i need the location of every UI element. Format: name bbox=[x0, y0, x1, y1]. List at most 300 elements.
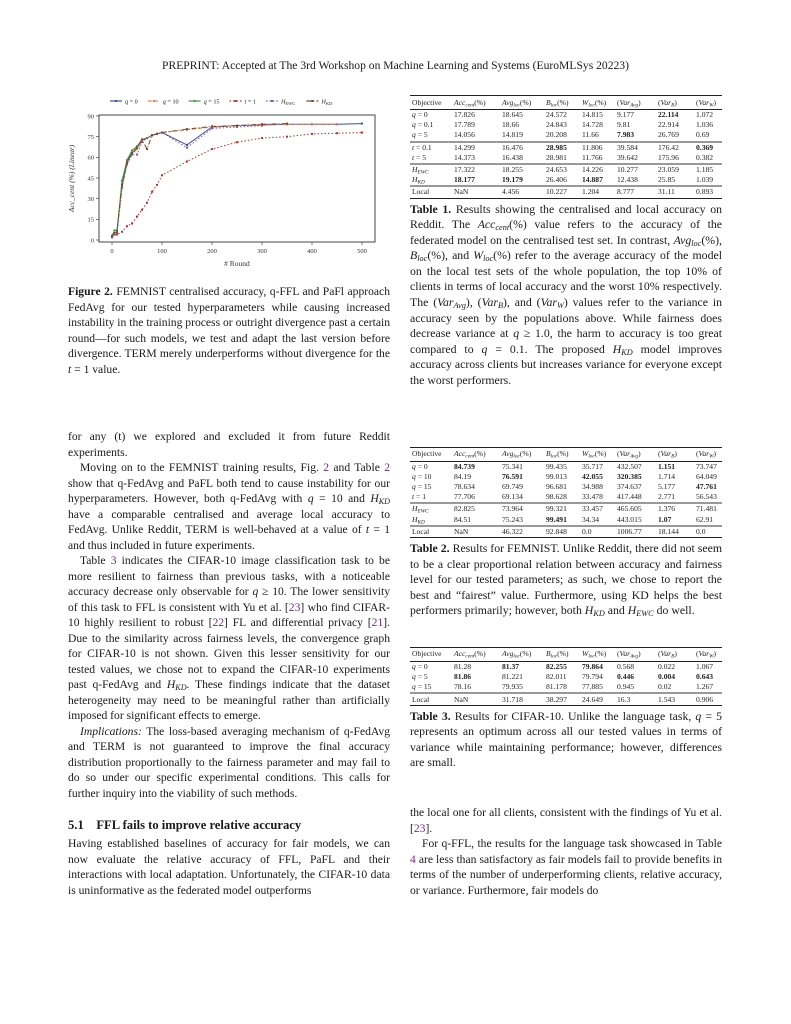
results-table-3 bbox=[410, 647, 722, 706]
table-cell: 0.382 bbox=[696, 152, 714, 162]
paragraph: the local one for all clients, consistent with the findings of Yu et al. [23]. bbox=[410, 806, 722, 835]
table-cell: 17.322 bbox=[452, 164, 500, 175]
math-symbol: $H_{KD}$ bbox=[166, 678, 187, 693]
math-symbol: Avg$_{loc}$ bbox=[502, 97, 520, 108]
bold-text: Table 2. bbox=[410, 540, 450, 555]
math-symbol: Var$_W$ bbox=[698, 97, 714, 108]
data-point bbox=[131, 149, 133, 151]
right-column bbox=[410, 95, 722, 898]
data-point bbox=[126, 162, 128, 164]
math-symbol: q bbox=[481, 341, 488, 356]
table-cell: 79.935 bbox=[502, 682, 523, 692]
table-cell: 17.826 bbox=[454, 110, 475, 120]
table-cell: 34.988 bbox=[582, 482, 603, 492]
table-cell: 1.267 bbox=[696, 682, 714, 692]
data-point bbox=[261, 123, 263, 125]
table-cell: 14.819 bbox=[502, 130, 523, 140]
data-point bbox=[126, 159, 128, 161]
table-cell: 8.777 bbox=[615, 186, 656, 198]
reference-link[interactable]: 22 bbox=[212, 616, 225, 629]
data-point bbox=[211, 148, 213, 150]
row-label: Local bbox=[410, 693, 452, 705]
table-cell: 20.208 bbox=[546, 130, 567, 140]
table-cell bbox=[452, 461, 500, 472]
table-cell: 0.945 bbox=[617, 682, 635, 692]
table-cell bbox=[452, 672, 500, 682]
data-point bbox=[146, 202, 148, 204]
bold-text: Figure 2. bbox=[68, 285, 113, 298]
data-point bbox=[186, 160, 188, 162]
table-cell: 14.373 bbox=[454, 152, 475, 162]
row-label: t = 0.1 bbox=[410, 142, 452, 153]
bold-text: 1.151 bbox=[658, 461, 676, 471]
math-symbol: Acc$_{cent}$ bbox=[477, 217, 510, 233]
math-symbol: q bbox=[695, 708, 702, 723]
bold-text: 0.004 bbox=[658, 672, 676, 682]
reference-link[interactable]: 23 bbox=[288, 600, 301, 614]
math-symbol: $W_{loc}$ bbox=[582, 649, 595, 660]
table-cell: 99.321 bbox=[544, 503, 580, 514]
table-cell: 82.011 bbox=[546, 672, 567, 682]
math-symbol: Var$_{Avg}$ bbox=[619, 649, 639, 660]
x-tick-label: 0 bbox=[110, 248, 114, 255]
data-point bbox=[131, 152, 133, 154]
column-header: (Var$_{Avg}$) bbox=[615, 96, 656, 110]
reference-link[interactable]: 2 bbox=[384, 461, 390, 474]
table-cell: 99.435 bbox=[546, 461, 567, 471]
table-cell: 99.013 bbox=[546, 471, 567, 481]
math-symbol: Avg$_{loc}$ bbox=[502, 449, 520, 460]
table-row bbox=[410, 682, 722, 693]
table-row bbox=[410, 526, 722, 538]
table-cell: NaN bbox=[452, 186, 500, 198]
table-cell bbox=[656, 110, 694, 121]
table-row bbox=[410, 153, 722, 164]
legend-label: $H_{EWC}$ bbox=[280, 98, 296, 106]
table-cell: 16.3 bbox=[615, 693, 656, 705]
table-cell bbox=[694, 142, 722, 153]
column-header: Avg$_{loc}$(%) bbox=[500, 96, 544, 110]
row-label: q = 15 bbox=[412, 482, 432, 492]
bold-text: 47.761 bbox=[696, 482, 717, 492]
math-symbol: $W_{loc}$ bbox=[582, 97, 595, 108]
results-table-1 bbox=[410, 95, 722, 199]
math-symbol: q bbox=[412, 672, 416, 682]
table-cell: 77.706 bbox=[454, 492, 475, 502]
table-row bbox=[410, 503, 722, 514]
column-header: Objective bbox=[410, 96, 452, 110]
table-cell bbox=[500, 472, 544, 482]
table-cell: 16.438 bbox=[502, 152, 523, 162]
math-symbol: q bbox=[307, 492, 314, 505]
data-point bbox=[146, 137, 148, 139]
table-cell bbox=[656, 672, 694, 682]
column-header: Objective bbox=[410, 447, 452, 461]
table-cell: 1.072 bbox=[696, 110, 714, 120]
x-tick-label: 200 bbox=[207, 248, 217, 255]
data-point bbox=[336, 123, 338, 125]
table-cell: 0.906 bbox=[694, 693, 722, 705]
column-header: (Var$_B$) bbox=[656, 96, 694, 110]
figure-2-chart bbox=[60, 90, 382, 270]
reference-link[interactable]: 23 bbox=[413, 821, 426, 835]
table-header-row bbox=[410, 96, 722, 110]
table-cell: 69.749 bbox=[502, 482, 523, 492]
table-cell: 1.714 bbox=[658, 471, 676, 481]
math-symbol: Var$_B$ bbox=[481, 295, 503, 311]
row-label: Local bbox=[410, 526, 452, 538]
table-cell: 33.478 bbox=[582, 492, 603, 502]
column-header: Avg$_{loc}$(%) bbox=[500, 647, 544, 661]
table-cell: 175.96 bbox=[658, 152, 679, 162]
table-cell: 73.964 bbox=[500, 503, 544, 514]
figure-2-caption: Figure 2. FEMNIST centralised accuracy, q-FFL and PaFl approach FedAvg for our tested hyperparameters while causing increased instability in the training process or outright divergence past a certain round—for such models, we test and adapt the last version before divergence. TERM merely underperforms without divergence for the t = 1 value. bbox=[68, 285, 390, 376]
column-header: (Var$_{Avg}$) bbox=[615, 647, 656, 661]
table-cell: 25.85 bbox=[658, 175, 676, 185]
math-symbol: $H_{KD}$ bbox=[412, 514, 425, 525]
reference-link[interactable]: 3 bbox=[110, 554, 117, 567]
table-2-caption: Table 2. Results for FEMNIST. Unlike Reddit, there did not seem to be a clear proportional relation between accuracy and fairness level for our tested parameters; as such, we chose to report the best and “fairest” value. Furthermore, using KD helps the best performers primarily; however, both $H_{KD}$ and $H_{EWC}$ do well. bbox=[410, 540, 722, 619]
column-header: (Var$_W$) bbox=[694, 647, 722, 661]
table-cell bbox=[615, 672, 656, 682]
data-point bbox=[186, 144, 188, 146]
row-label: q = 0 bbox=[412, 662, 428, 671]
section-title: FFL fails to improve relative accuracy bbox=[96, 818, 302, 832]
table-cell: 0.893 bbox=[694, 186, 722, 198]
table-cell: 1.039 bbox=[696, 175, 714, 185]
table-cell bbox=[500, 661, 544, 672]
data-point bbox=[136, 216, 138, 218]
table-cell: 5.177 bbox=[658, 482, 676, 492]
reference-link[interactable]: 4 bbox=[410, 852, 416, 866]
bold-text: 42.055 bbox=[582, 471, 603, 481]
left-column bbox=[68, 90, 390, 898]
table-cell bbox=[500, 175, 544, 186]
table-cell: 9.81 bbox=[617, 120, 631, 130]
data-point bbox=[186, 128, 188, 130]
data-point bbox=[114, 232, 116, 234]
data-point bbox=[136, 147, 138, 149]
math-symbol: q bbox=[412, 682, 416, 692]
math-symbol: q bbox=[412, 130, 416, 140]
table-cell: 1006.77 bbox=[615, 526, 656, 538]
results-table-2 bbox=[410, 447, 722, 538]
table-cell: NaN bbox=[452, 526, 500, 538]
bold-text: Table 3. bbox=[410, 708, 451, 723]
table-cell: 78.634 bbox=[454, 482, 475, 492]
table-cell: 24.653 bbox=[544, 164, 580, 175]
data-point bbox=[151, 134, 153, 136]
row-label: q = 5 bbox=[412, 130, 428, 140]
data-point bbox=[311, 123, 313, 125]
table-cell: 24.649 bbox=[580, 693, 615, 705]
table-cell: 432.507 bbox=[617, 461, 642, 471]
reference-link[interactable]: 2 bbox=[323, 461, 330, 474]
table-cell: 56.543 bbox=[696, 492, 717, 502]
table-cell: 0.0 bbox=[694, 526, 722, 538]
table-cell: 0.0 bbox=[580, 526, 615, 538]
table-cell: 39.584 bbox=[615, 142, 656, 153]
data-point bbox=[286, 136, 288, 138]
table-cell: 14.815 bbox=[582, 110, 603, 120]
table-cell: 33.457 bbox=[580, 503, 615, 514]
bold-text: 76.591 bbox=[502, 471, 523, 481]
table-row bbox=[410, 175, 722, 186]
section-5-1 bbox=[68, 817, 390, 898]
math-symbol: q bbox=[412, 662, 416, 671]
paragraph: Moving on to the FEMNIST training results, Fig. 2 and Table 2 show that q-FedAvg and PaFL both tend to cause instability for our hyperparameters. However, both q-FedAvg with q = 10 and $H_{KD}$ have a comparable centralised and average local accuracy to FedAvg. Unlike Reddit, TERM is well-behaved at a value of t = 1 and thus included in future experiments. bbox=[68, 461, 391, 552]
x-tick-label: 500 bbox=[357, 248, 367, 255]
row-label: q = 0 bbox=[412, 461, 428, 471]
math-symbol: Var$_B$ bbox=[660, 449, 675, 460]
data-point bbox=[114, 229, 116, 231]
math-symbol: Acc$_{cent}$ bbox=[454, 649, 475, 660]
section-number: 5.1 bbox=[68, 818, 84, 832]
column-header: $B_{loc}(\%)$ bbox=[544, 447, 580, 461]
table-cell: 39.642 bbox=[617, 152, 638, 162]
table-cell: 10.277 bbox=[615, 164, 656, 175]
row-label bbox=[410, 515, 452, 526]
table-cell: 81.178 bbox=[546, 682, 567, 692]
table-cell: 62.91 bbox=[696, 514, 714, 524]
legend-label: t = 1 bbox=[244, 98, 256, 106]
table-cell: 11.66 bbox=[582, 130, 599, 140]
y-axis-label: Acc_cent (%) (Linear) bbox=[67, 144, 76, 213]
legend-label: q = 10 bbox=[162, 98, 179, 106]
table-cell bbox=[544, 515, 580, 526]
table-cell: 82.825 bbox=[452, 503, 500, 514]
table-cell: 1.204 bbox=[580, 186, 615, 198]
series-line-0 bbox=[112, 124, 362, 238]
data-point bbox=[286, 123, 288, 125]
math-symbol: $B_{loc}$ bbox=[546, 449, 558, 460]
table-cell: 35.717 bbox=[582, 461, 603, 471]
y-tick-label: 90 bbox=[87, 113, 94, 121]
paragraph: Implications: The loss-based averaging mechanism of q-FedAvg and TERM is not guaranteed to improve the final accuracy distribution proportionally to the fairness parameter and may fail to do so under our specific experimental conditions. This calls for further inquiry into the viability of such methods. bbox=[68, 724, 390, 800]
math-symbol: Var$_W$ bbox=[698, 449, 714, 460]
table-cell: 73.747 bbox=[696, 461, 717, 471]
math-symbol: Var$_{Avg}$ bbox=[437, 295, 466, 311]
math-symbol: q bbox=[412, 110, 416, 120]
math-symbol: $H_{EWC}$ bbox=[627, 603, 654, 619]
math-symbol: Var$_B$ bbox=[660, 649, 675, 660]
table-row bbox=[410, 661, 722, 672]
column-header: Objective bbox=[410, 647, 452, 661]
table-cell: 0.568 bbox=[617, 662, 635, 671]
table-cell: 64.049 bbox=[696, 471, 717, 481]
math-symbol: $H_{KD}$ bbox=[612, 341, 633, 357]
table-cell bbox=[615, 472, 656, 482]
table-cell: 18.645 bbox=[502, 110, 523, 120]
row-label: q = 0.1 bbox=[412, 120, 434, 130]
table-row bbox=[410, 142, 722, 153]
table-cell: 374.637 bbox=[617, 482, 642, 492]
data-point bbox=[131, 222, 133, 224]
math-symbol: t bbox=[412, 142, 415, 152]
math-symbol: $H_{EWC}$ bbox=[412, 165, 429, 176]
table-cell: 18.255 bbox=[500, 164, 544, 175]
table-cell: 75.341 bbox=[502, 461, 523, 471]
table-cell: 92.848 bbox=[544, 526, 580, 538]
bold-text: 28.985 bbox=[546, 142, 567, 152]
math-symbol: $B_{loc}$ bbox=[410, 248, 428, 264]
table-cell: 16.476 bbox=[500, 142, 544, 153]
table-cell: 31.718 bbox=[500, 693, 544, 705]
bold-text: 14.887 bbox=[582, 175, 603, 185]
data-point bbox=[236, 141, 238, 143]
row-label: q = 5 bbox=[412, 672, 428, 682]
table-cell: 24.843 bbox=[546, 120, 567, 130]
legend-label: $H_{KD}$ bbox=[321, 98, 333, 106]
math-symbol: t bbox=[365, 523, 370, 536]
table-1-caption: Table 1. Results showing the centralised and local accuracy on Reddit. The Acc$_{cent}$(%) value refers to the accuracy of the federated model on the centralised test set. In contrast, Avg$_{loc}$(%), $B_{loc}(\%)$, and $W_{loc}(\%)$ refer to the average accuracy of the model on the local test sets of the whole population, the top 10% of clients in terms of local accuracy and the worst 10% respectively. The (Var$_{Avg}$), (Var$_B$), and (Var$_W$) values refer to the variance in accuracy seen by the populations above. While fairness does decrease variance at q ≥ 1.0, the harm to accuracy is too great compared to q = 0.1. The proposed $H_{KD}$ model improves accuracy across clients but increases variance for everyone except the worst performers. bbox=[410, 201, 723, 388]
column-header: $B_{loc}(\%)$ bbox=[544, 647, 580, 661]
legend-marker bbox=[235, 100, 237, 102]
table-row bbox=[410, 482, 722, 492]
table-cell: 98.628 bbox=[546, 492, 567, 502]
table-cell: 26.406 bbox=[546, 175, 567, 185]
row-label: t = 1 bbox=[412, 492, 427, 502]
table-row bbox=[410, 672, 722, 682]
table-cell bbox=[656, 461, 694, 472]
table-cell: 75.243 bbox=[502, 514, 523, 524]
table-cell bbox=[544, 142, 580, 153]
bold-text: 79.864 bbox=[582, 662, 603, 671]
row-label bbox=[410, 175, 452, 186]
row-label: q = 15 bbox=[412, 682, 432, 692]
table-cell: 1.543 bbox=[656, 693, 694, 705]
table-cell: 46.322 bbox=[500, 526, 544, 538]
legend-marker bbox=[194, 100, 196, 102]
table-cell: 81.28 bbox=[454, 662, 472, 671]
table-cell: 4.456 bbox=[500, 186, 544, 198]
column-header: (Var$_W$) bbox=[694, 96, 722, 110]
column-header: Acc$_{cent}$(%) bbox=[452, 647, 500, 661]
legend-marker bbox=[311, 100, 313, 102]
table-cell: 24.572 bbox=[546, 110, 567, 120]
data-point bbox=[121, 231, 123, 233]
table-cell: 0.022 bbox=[658, 662, 676, 671]
table-cell: 84.19 bbox=[454, 471, 472, 481]
math-symbol: q bbox=[412, 461, 416, 471]
bold-text: 320.385 bbox=[617, 471, 642, 481]
math-symbol: $W_{loc}$ bbox=[582, 449, 595, 460]
math-symbol: t bbox=[412, 492, 415, 502]
x-tick-label: 300 bbox=[257, 248, 267, 255]
data-point bbox=[186, 147, 188, 149]
column-header: $W_{loc}(\%)$ bbox=[580, 96, 615, 110]
legend-marker bbox=[115, 100, 117, 102]
column-header: (Var$_{Avg}$) bbox=[615, 447, 656, 461]
table-3-caption: Table 3. Results for CIFAR-10. Unlike the language task, q = 5 represents an optimum across all our tested values in terms of variance while maintaining performance; however, differences are small. bbox=[410, 708, 722, 770]
table-cell: 9.177 bbox=[617, 110, 635, 120]
data-point bbox=[336, 132, 338, 134]
table-cell bbox=[580, 661, 615, 672]
data-point bbox=[126, 225, 128, 227]
data-point bbox=[121, 184, 123, 186]
math-symbol: Avg$_{loc}$ bbox=[502, 649, 520, 660]
table-row bbox=[410, 164, 722, 175]
table-row bbox=[410, 110, 722, 121]
table-cell bbox=[656, 515, 694, 526]
math-symbol: $H_{KD}$ bbox=[370, 492, 391, 507]
legend-label: q = 15 bbox=[203, 98, 220, 106]
math-symbol: Var$_B$ bbox=[660, 97, 675, 108]
x-axis-label: # Round bbox=[224, 259, 250, 268]
math-symbol: $H_{KD}$ bbox=[584, 603, 605, 619]
table-cell: 1.376 bbox=[656, 503, 694, 514]
x-tick-label: 100 bbox=[157, 248, 167, 255]
bold-text: 82.255 bbox=[546, 662, 567, 671]
right-column-body bbox=[410, 805, 722, 898]
row-label: q = 10 bbox=[412, 471, 432, 481]
reference-link[interactable]: 21 bbox=[371, 616, 384, 629]
table-cell: 84.51 bbox=[454, 514, 472, 524]
data-point bbox=[161, 174, 163, 176]
table-cell: 1.067 bbox=[696, 662, 714, 671]
math-symbol: q bbox=[252, 585, 259, 598]
table-cell: 28.981 bbox=[546, 152, 567, 162]
data-point bbox=[311, 133, 313, 135]
table-cell bbox=[694, 672, 722, 682]
table-cell: 34.34 bbox=[582, 514, 600, 524]
table-cell: 81.221 bbox=[502, 672, 523, 682]
table-cell: 18.66 bbox=[502, 120, 520, 130]
table-cell: 11.766 bbox=[582, 152, 603, 162]
table-cell: 23.059 bbox=[656, 164, 694, 175]
table-header-row bbox=[410, 447, 722, 461]
y-tick-label: 45 bbox=[87, 175, 94, 183]
table-row bbox=[410, 130, 722, 141]
table-row bbox=[410, 186, 722, 198]
series-line-1 bbox=[112, 124, 337, 237]
table-cell: 79.794 bbox=[582, 672, 603, 682]
table-cell: 0.02 bbox=[658, 682, 672, 692]
data-point bbox=[141, 209, 143, 211]
column-header: Avg$_{loc}$(%) bbox=[500, 447, 544, 461]
math-symbol: q bbox=[412, 482, 416, 492]
table-cell: 31.11 bbox=[656, 186, 694, 198]
math-symbol: $H_{KD}$ bbox=[412, 175, 425, 186]
y-tick-label: 0 bbox=[90, 237, 94, 245]
left-column-body bbox=[68, 429, 390, 801]
math-symbol: $B_{loc}$ bbox=[546, 97, 558, 108]
bold-text: 19.179 bbox=[502, 175, 523, 185]
column-header: (Var$_B$) bbox=[656, 647, 694, 661]
bold-text: 7.983 bbox=[617, 130, 635, 140]
table-cell: 77.885 bbox=[582, 682, 603, 692]
table-cell: 11.806 bbox=[580, 142, 615, 153]
table-cell: 12.438 bbox=[617, 175, 638, 185]
y-tick-label: 15 bbox=[87, 216, 94, 224]
table-row bbox=[410, 492, 722, 503]
table-cell: 22.914 bbox=[658, 120, 679, 130]
column-header: $W_{loc}(\%)$ bbox=[580, 647, 615, 661]
column-header: Acc$_{cent}$(%) bbox=[452, 96, 500, 110]
table-cell: 14.299 bbox=[452, 142, 500, 153]
bold-text: 22.114 bbox=[658, 110, 679, 120]
math-symbol: q bbox=[513, 326, 520, 341]
table-cell: NaN bbox=[452, 693, 500, 705]
math-symbol: $H_{EWC}$ bbox=[412, 504, 429, 515]
legend-marker bbox=[271, 100, 273, 102]
math-symbol: q bbox=[412, 471, 416, 481]
data-point bbox=[261, 137, 263, 139]
paragraph: For q-FFL, the results for the language task showcased in Table 4 are less than satisfactory as fair models fail to provide benefits in terms of the number of underperforming clients, relative accuracy, or variance. Furthermore, fair models do bbox=[410, 837, 722, 897]
data-point bbox=[361, 123, 363, 125]
y-tick-label: 60 bbox=[87, 154, 94, 162]
data-point bbox=[151, 191, 153, 193]
